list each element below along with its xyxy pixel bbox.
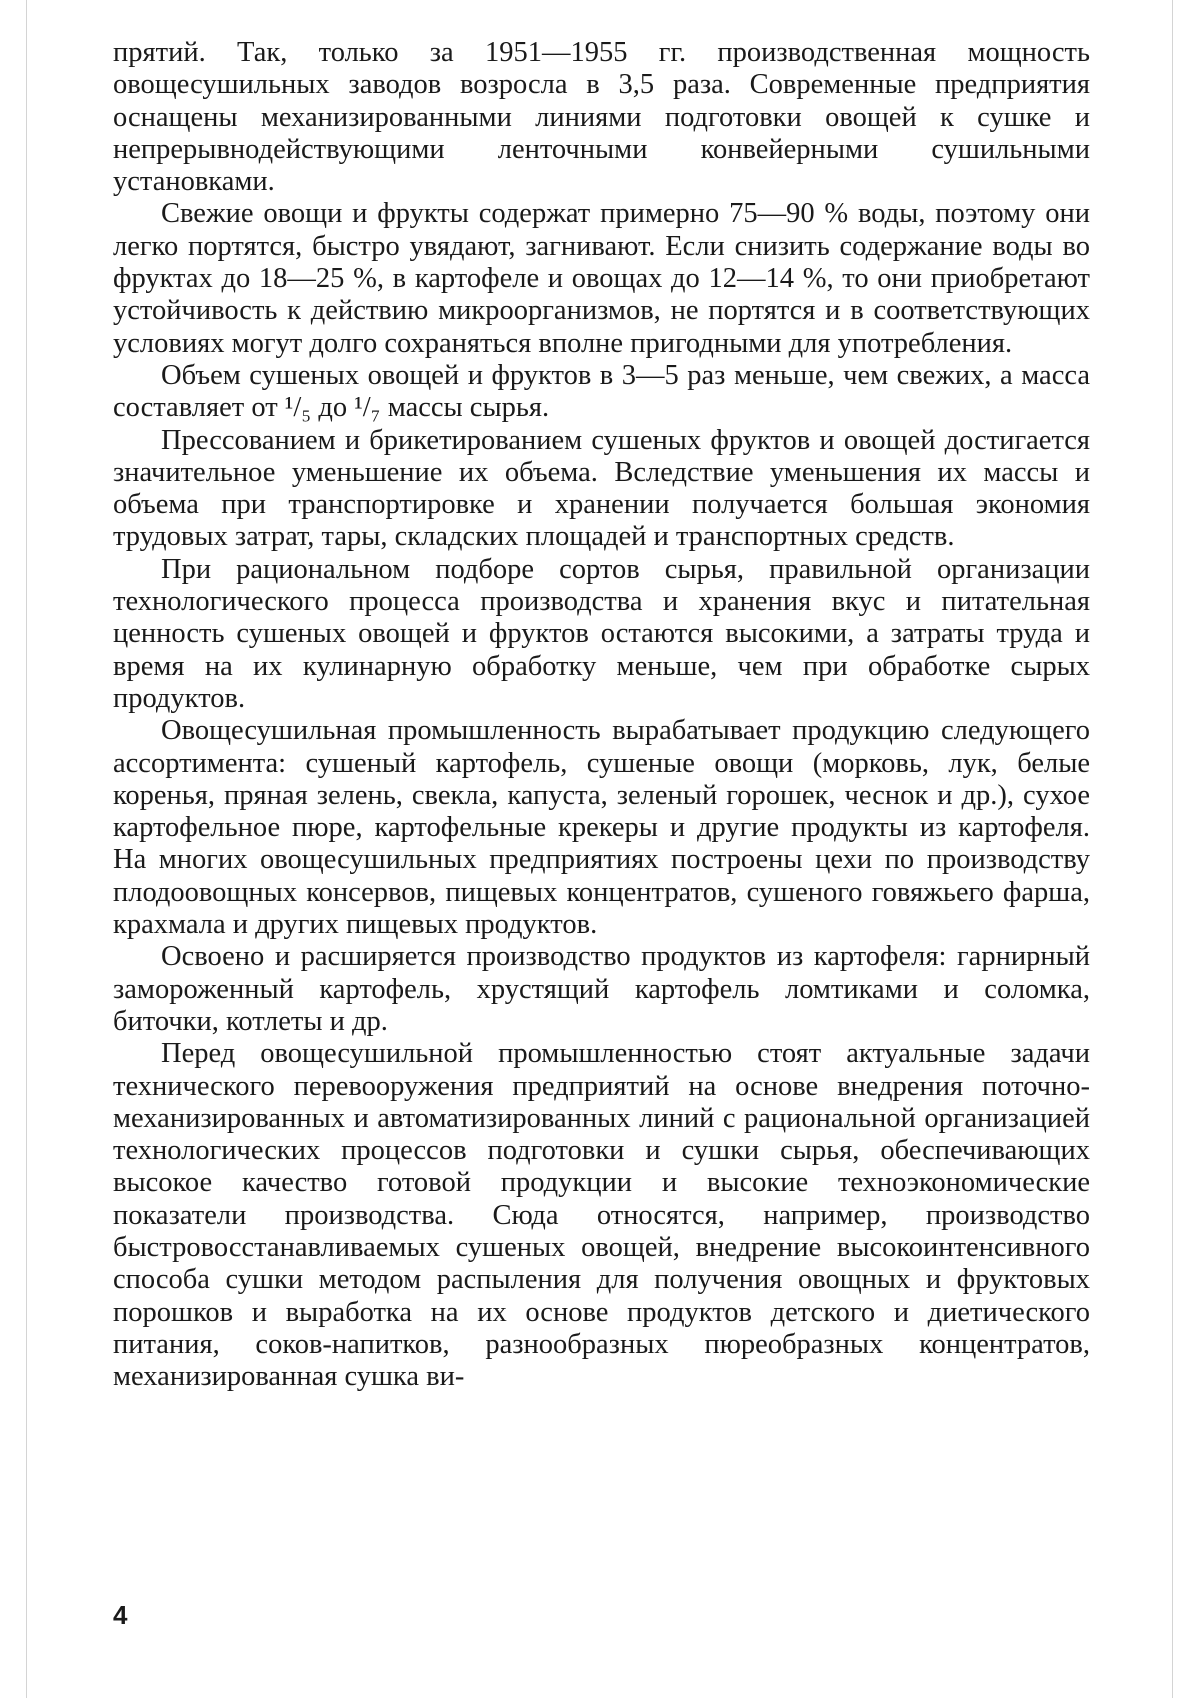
paragraph: При рациональном подборе сортов сырья, правильной организации технологического процесса производства и хранения вкус и питательная ценность сушеных овощей и фруктов остаются высокими, а затраты труда и время на их кулинарную обработку меньше, чем при обработке сырых продуктов.: [113, 554, 1090, 715]
page-right-edge: [1172, 0, 1173, 1698]
paragraph: Овощесушильная промышленность вырабатывает продукцию следующего ассортимента: сушеный картофель, сушеные овощи (морковь, лук, белые коренья, пряная зелень, свекла, капуста, зеленый горошек, чеснок и др.), сухое картофельное пюре, картофельные крекеры и другие продукты из картофеля. На многих овощесушильных предприятиях построены цехи по производству плодоовощных консервов, пищевых концентратов, сушеного говяжьего фарша, крахмала и других пищевых продуктов.: [113, 715, 1090, 941]
body-text: [113, 37, 1090, 1393]
paragraph: Свежие овощи и фрукты содержат примерно 75—90 % воды, поэтому они легко портятся, быстро увядают, загнивают. Если снизить содержание воды во фруктах до 18—25 %, в картофеле и овощах до 12—14 %, то они приобретают устойчивость к действию микроорганизмов, не портятся и в соответствующих условиях могут долго сохраняться вполне пригодными для употребления.: [113, 198, 1090, 359]
paragraph: Объем сушеных овощей и фруктов в 3—5 раз меньше, чем свежих, а масса составляет от ¹/₅ до ¹/₇ массы сырья.: [113, 360, 1090, 425]
document-page: [0, 0, 1200, 1698]
paragraph: прятий. Так, только за 1951—1955 гг. производственная мощность овощесушильных заводов возросла в 3,5 раза. Современные предприятия оснащены механизированными линиями подготовки овощей к сушке и непрерывнодействующими ленточными конвейерными сушильными установками.: [113, 37, 1090, 198]
page-number: 4: [113, 1600, 127, 1631]
paragraph: Освоено и расширяется производство продуктов из картофеля: гарнирный замороженный картофель, хрустящий картофель ломтиками и соломка, биточки, котлеты и др.: [113, 941, 1090, 1038]
page-left-edge: [26, 0, 27, 1698]
paragraph: Прессованием и брикетированием сушеных фруктов и овощей достигается значительное уменьшение их объема. Вследствие уменьшения их массы и объема при транспортировке и хранении получается большая экономия трудовых затрат, тары, складских площадей и транспортных средств.: [113, 425, 1090, 554]
paragraph: Перед овощесушильной промышленностью стоят актуальные задачи технического перевооружения предприятий на основе внедрения поточно-механизированных и автоматизированных линий с рациональной организацией технологических процессов подготовки и сушки сырья, обеспечивающих высокое качество готовой продукции и высокие техноэкономические показатели производства. Сюда относятся, например, производство быстровосстанавливаемых сушеных овощей, внедрение высокоинтенсивного способа сушки методом распыления для получения овощных и фруктовых порошков и выработка на их основе продуктов детского и диетического питания, соков-напитков, разнообразных пюреобразных концентратов, механизированная сушка ви-: [113, 1038, 1090, 1393]
